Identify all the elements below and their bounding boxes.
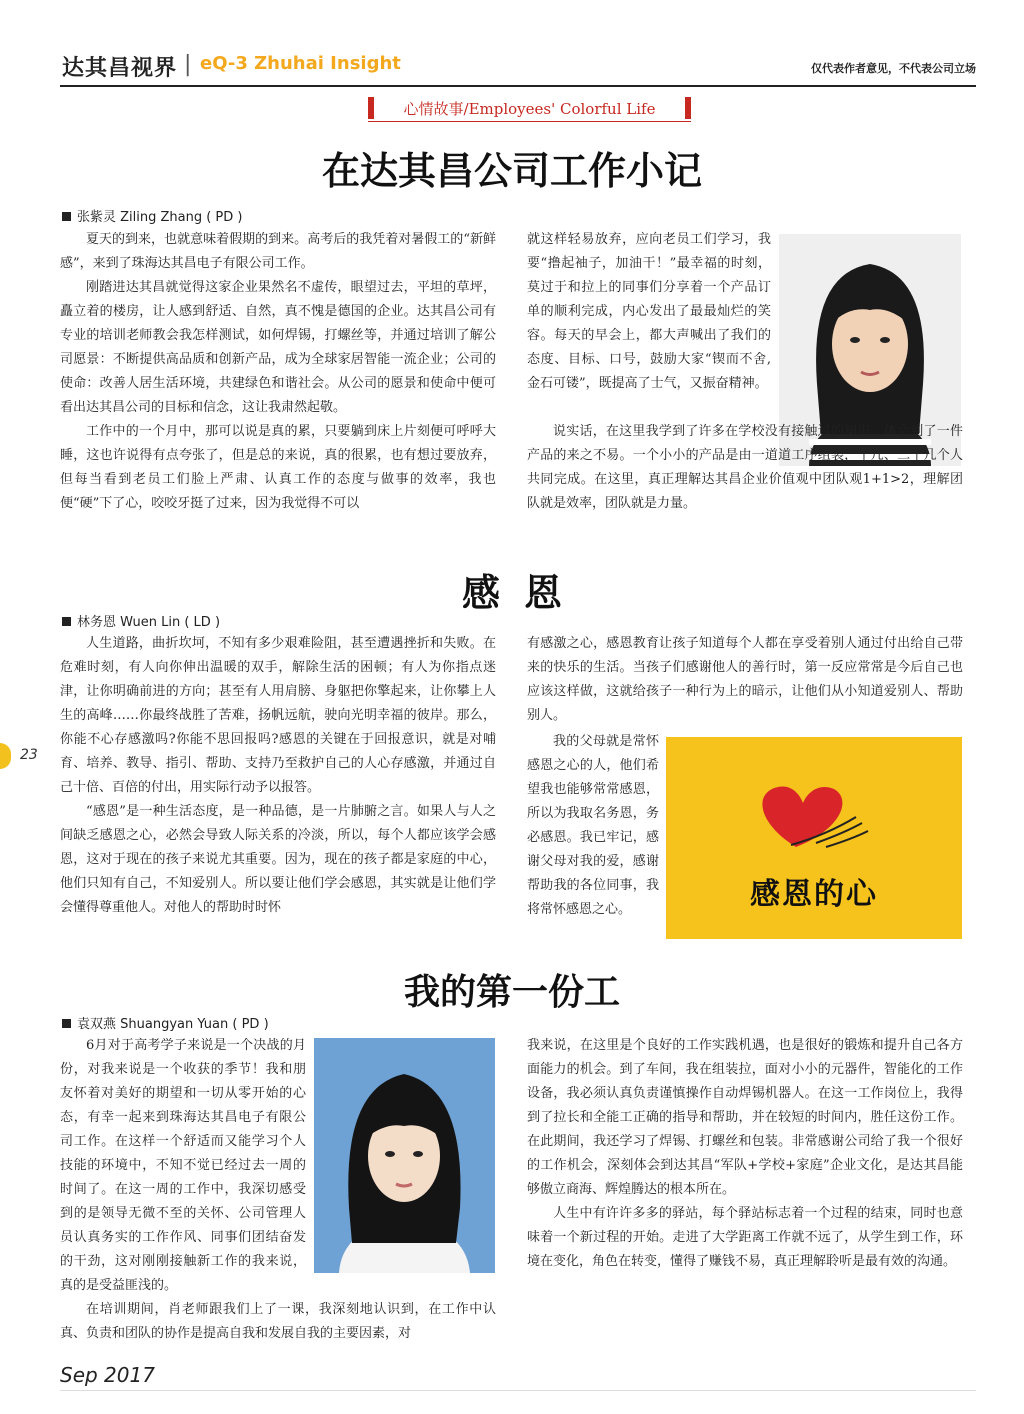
paragraph: 人生道路，曲折坎坷，不知有多少艰难险阻，甚至遭遇挫折和失败。在危难时刻，有人向你伸出温暖的双手，解除生活的困顿；有人为你指点迷津，让你明确前进的方向；甚至有人用肩膀、身躯把你擎起来，让你攀上人生的高峰……你最终战胜了苦难，扬帆远航，驶向光明幸福的彼岸。那么，你能不心存感激吗?你能不思回报吗?感恩的关键在于回报意识，就是对哺育、培养、教导、指引、帮助、支持乃至救护自己的人心存感激，并通过自己十倍、百倍的付出，用实际行动予以报答。: [60, 636, 496, 795]
thankful-heart-image: [666, 737, 962, 939]
paragraph: 我的父母就是常怀感恩之心的人，他们希望我也能够常常感恩，所以为我取名务恩，务必感恩。我已牢记，感谢父母对我的爱，感谢帮助我的各位同事，我将常怀感恩之心。: [527, 734, 659, 917]
article-1-author: 张紫灵 Ziling Zhang ( PD ): [62, 206, 243, 225]
page-number: 23: [20, 747, 38, 763]
article-1-right-column-bottom: [527, 420, 963, 516]
article-3-author: 袁双燕 Shuangyan Yuan ( PD ): [62, 1013, 269, 1032]
paragraph: 有感激之心，感恩教育让孩子知道每个人都在享受着别人通过付出给自己带来的快乐的生活。当孩子们感谢他人的善行时，第一反应常常是今后自己也应该这样做，这就给孩子一种行为上的暗示，让他们从小知道爱别人、帮助别人。: [527, 636, 963, 723]
article-3-right-column: [527, 1034, 963, 1274]
paragraph: 刚踏进达其昌就觉得这家企业果然名不虚传，眼望过去，平坦的草坪，矗立着的楼房，让人感到舒适、自然，真不愧是德国的企业。达其昌公司有专业的培训老师教会我怎样测试，如何焊锡，打螺丝等，并通过培训了解公司愿景：不断提供高品质和创新产品，成为全球家居智能一流企业；公司的使命：改善人居生活环境，共建绿色和谐社会。从公司的愿景和使命中便可看出达其昌公司的目标和信念，这让我肃然起敬。: [60, 280, 496, 415]
brand-english: eQ-3 Zhuhai Insight: [200, 53, 401, 74]
category-label: 心情故事/Employees' Colorful Life: [403, 100, 656, 118]
category-banner: [368, 95, 691, 121]
issue-date: Sep 2017: [60, 1363, 155, 1387]
paragraph: 在培训期间，肖老师跟我们上了一课，我深刻地认识到，在工作中认真、负责和团队的协作是提高自我和发展自我的主要因素，对: [60, 1302, 496, 1341]
bullet-square-icon: [62, 1019, 71, 1028]
banner-bar-right: [685, 97, 691, 119]
paragraph: 说实话，在这里我学到了许多在学校没有接触过的知识，体会到了一件产品的来之不易。一个小小的产品是由一道道工序组装，十几、二十几个人共同完成。在这里，真正理解达其昌企业价值观中团队观1+1>2，理解团队就是效率，团队就是力量。: [527, 424, 963, 511]
paragraph: 人生中有许许多多的驿站，每个驿站标志着一个过程的结束，同时也意味着一个新过程的开始。走进了大学距离工作就不远了，从学生到工作，环境在变化，角色在转变，懂得了赚钱不易，真正理解聆听是最有效的沟通。: [527, 1206, 963, 1269]
image-caption: 感恩的心: [750, 877, 878, 912]
brand-separator: |: [184, 52, 192, 77]
paragraph: “感恩”是一种生活态度，是一种品德，是一片肺腑之言。如果人与人之间缺乏感恩之心，必然会导致人际关系的冷淡，所以，每个人都应该学会感恩，这对于现在的孩子来说尤其重要。因为，现在的孩子都是家庭的中心，他们只知有自己，不知爱别人。所以要让他们学会感恩，其实就是让他们学会懂得尊重他人。对他人的帮助时时怀: [60, 804, 496, 915]
paragraph: 我来说，在这里是个良好的工作实践机遇，也是很好的锻炼和提升自己各方面能力的机会。到了车间，我在组装拉，面对小小的元器件，智能化的工作设备，我必须认真负责谨慎操作自动焊锡机器人。在这一工作岗位上，我得到了拉长和全能工正确的指导和帮助，并在较短的时间内，胜任这份工作。在此期间，我还学习了焊锡、打螺丝和包装。非常感谢公司给了我一个很好的工作机会，深刻体会到达其昌“军队+学校+家庭”企业文化，是达其昌能够傲立商海、辉煌腾达的根本所在。: [527, 1038, 963, 1197]
article-2-title: 感恩: [461, 570, 586, 615]
bullet-square-icon: [62, 212, 71, 221]
article-2-author: 林务恩 Wuen Lin ( LD ): [62, 611, 220, 630]
article-2-right-column-bottom: [527, 730, 659, 922]
article-3-left-column-top: [60, 1034, 306, 1298]
article-2-right-column-top: [527, 632, 963, 728]
paragraph: 就这样轻易放弃，应向老员工们学习，我要“撸起袖子，加油干！”最幸福的时刻，莫过于和拉上的同事们分享着一个产品订单的顺利完成，内心发出了最最灿烂的笑容。每天的早会上，都大声喊出了我们的态度、目标、口号，鼓励大家“锲而不舍,金石可镂”，既提高了士气，又振奋精神。: [527, 232, 771, 391]
footer-rule: [60, 1390, 976, 1391]
author-photo-shuangyan-yuan: [314, 1038, 495, 1273]
article-3-title: 我的第一份工: [403, 971, 620, 1013]
page-number-tab: [0, 743, 11, 769]
paragraph: 6月对于高考学子来说是一个决战的月份，对我来说是一个收获的季节！我和朋友怀着对美好的期望和一切从零开始的心态，有幸一起来到珠海达其昌电子有限公司工作。在这样一个舒适而又能学习个人技能的环境中，不知不觉已经过去一周的时间了。在这一周的工作中，我深切感受到的是领导无微不至的关怀、公司管理人员认真务实的工作作风、同事们团结奋发的干劲，这对刚刚接触新工作的我来说，真的是受益匪浅的。: [60, 1038, 306, 1293]
article-1-right-column-top: [527, 228, 771, 396]
article-2-left-column: [60, 632, 496, 920]
paragraph: 工作中的一个月中，那可以说是真的累，只要躺到床上片刻便可呼呼大睡，这也许说得有点夸张了，但是总的来说，真的很累，也有想过要放弃，但每当看到老员工们脸上严肃、认真工作的态度与做事的效率，我也便“硬”下了心，咬咬牙挺了过来，因为我觉得不可以: [60, 424, 496, 511]
disclaimer: 仅代表作者意见，不代表公司立场: [811, 62, 976, 75]
paragraph: 夏天的到来，也就意味着假期的到来。高考后的我凭着对暑假工的“新鲜感”，来到了珠海达其昌电子有限公司工作。: [60, 232, 496, 271]
article-1-left-column: [60, 228, 496, 516]
header-rule: [60, 85, 976, 87]
article-1-title: 在达其昌公司工作小记: [321, 148, 702, 193]
category-underline: [368, 121, 691, 122]
bullet-square-icon: [62, 617, 71, 626]
article-3-left-column-bottom: [60, 1298, 496, 1346]
brand-chinese: 达其昌视界: [62, 55, 178, 81]
